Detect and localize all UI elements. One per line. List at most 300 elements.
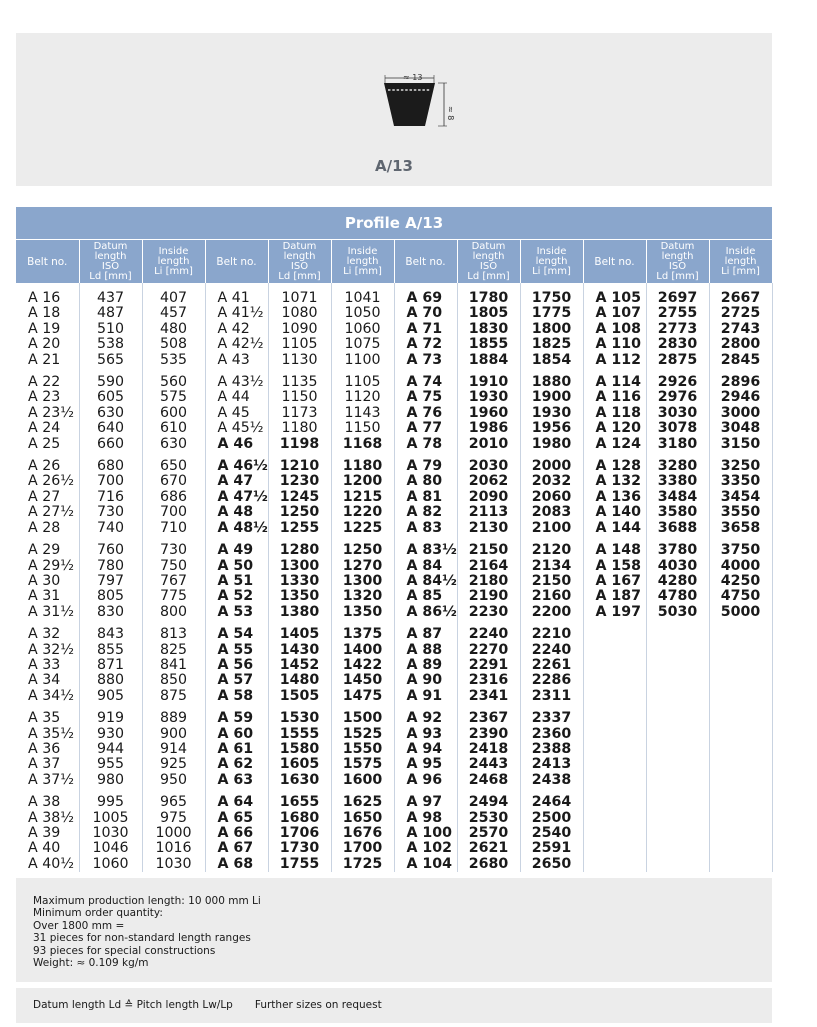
inside-length-cell: 2311 [520, 689, 583, 704]
datum-length-cell: 3580 [646, 505, 709, 520]
belt-number-cell: A 93 [394, 727, 457, 742]
datum-length-cell: 760 [79, 543, 142, 558]
inside-length-cell: 630 [142, 437, 205, 452]
width-label: ≈ 13 [403, 73, 423, 82]
datum-length-cell: 1130 [268, 353, 331, 368]
belt-number-cell: A 104 [394, 857, 457, 872]
datum-length-cell: 1230 [268, 474, 331, 489]
inside-length-cell: 2591 [520, 841, 583, 856]
inside-length-cell: 1400 [331, 643, 394, 658]
belt-number-cell: A 27 [16, 490, 79, 505]
header-inside-length: Inside length Li [mm] [520, 240, 583, 283]
table-row [16, 291, 772, 306]
inside-length-cell: 1220 [331, 505, 394, 520]
belt-number-cell: A 52 [205, 589, 268, 604]
inside-length-cell: 2845 [709, 353, 772, 368]
table-row [16, 459, 772, 474]
belt-number-cell: A 46½ [205, 459, 268, 474]
belt-number-cell [583, 689, 646, 704]
belt-number-cell: A 73 [394, 353, 457, 368]
belt-number-cell: A 31 [16, 589, 79, 604]
table-row [16, 543, 772, 558]
inside-length-cell: 1750 [520, 291, 583, 306]
datum-length-cell: 3030 [646, 406, 709, 421]
datum-length-cell: 3280 [646, 459, 709, 474]
table-row [16, 589, 772, 604]
datum-length-cell [646, 643, 709, 658]
datum-length-cell: 605 [79, 390, 142, 405]
inside-length-cell: 1550 [331, 742, 394, 757]
belt-number-cell: A 87 [394, 627, 457, 642]
further-sizes-note: Further sizes on request [254, 999, 382, 1011]
belt-number-cell: A 40 [16, 841, 79, 856]
inside-length-cell: 1930 [520, 406, 583, 421]
belt-number-cell: A 47 [205, 474, 268, 489]
profile-drawing-panel [16, 33, 772, 186]
table-row [16, 627, 772, 642]
table-row [16, 673, 772, 688]
datum-length-cell: 2570 [457, 826, 520, 841]
inside-length-cell: 2667 [709, 291, 772, 306]
belt-number-cell: A 84½ [394, 574, 457, 589]
belt-number-cell: A 91 [394, 689, 457, 704]
datum-length-cell: 2270 [457, 643, 520, 658]
table-row [16, 574, 772, 589]
datum-length-cell: 3484 [646, 490, 709, 505]
datum-length-cell: 5030 [646, 605, 709, 620]
datum-length-cell: 2180 [457, 574, 520, 589]
inside-length-cell: 950 [142, 773, 205, 788]
belt-number-cell: A 53 [205, 605, 268, 620]
datum-length-cell: 1173 [268, 406, 331, 421]
datum-length-cell: 2190 [457, 589, 520, 604]
inside-length-cell: 4250 [709, 574, 772, 589]
inside-length-cell: 1980 [520, 437, 583, 452]
header-belt-no: Belt no. [394, 240, 457, 283]
table-row [16, 605, 772, 620]
belt-number-cell: A 90 [394, 673, 457, 688]
belt-number-cell [583, 841, 646, 856]
datum-length-cell: 2230 [457, 605, 520, 620]
belt-number-cell: A 35 [16, 711, 79, 726]
table-row [16, 795, 772, 810]
datum-length-cell [646, 811, 709, 826]
datum-length-cell: 487 [79, 306, 142, 321]
datum-length-cell: 944 [79, 742, 142, 757]
belt-number-cell: A 79 [394, 459, 457, 474]
inside-length-cell: 1725 [331, 857, 394, 872]
table-row [16, 521, 772, 536]
belt-number-cell: A 38 [16, 795, 79, 810]
table-row [16, 337, 772, 352]
inside-length-cell: 2286 [520, 673, 583, 688]
inside-length-cell: 2261 [520, 658, 583, 673]
belt-number-cell: A 59 [205, 711, 268, 726]
belt-number-cell: A 26½ [16, 474, 79, 489]
belt-cross-section-drawing [372, 71, 472, 163]
table-row [16, 490, 772, 505]
belt-number-cell: A 41½ [205, 306, 268, 321]
inside-length-cell: 1854 [520, 353, 583, 368]
inside-length-cell [709, 826, 772, 841]
inside-length-cell: 1041 [331, 291, 394, 306]
datum-length-cell: 1255 [268, 521, 331, 536]
inside-length-cell: 730 [142, 543, 205, 558]
datum-length-cell: 538 [79, 337, 142, 352]
belt-number-cell: A 75 [394, 390, 457, 405]
belt-number-cell: A 81 [394, 490, 457, 505]
datum-length-cell: 1780 [457, 291, 520, 306]
belt-number-cell: A 100 [394, 826, 457, 841]
inside-length-cell: 925 [142, 757, 205, 772]
datum-length-cell: 2530 [457, 811, 520, 826]
datum-length-cell: 2621 [457, 841, 520, 856]
inside-length-cell: 800 [142, 605, 205, 620]
inside-length-cell: 1143 [331, 406, 394, 421]
table-header-row [16, 240, 772, 283]
belt-number-cell: A 35½ [16, 727, 79, 742]
inside-length-cell: 2896 [709, 375, 772, 390]
belt-number-cell: A 18 [16, 306, 79, 321]
inside-length-cell: 2540 [520, 826, 583, 841]
belt-number-cell: A 94 [394, 742, 457, 757]
belt-number-cell: A 83 [394, 521, 457, 536]
inside-length-cell: 889 [142, 711, 205, 726]
inside-length-cell: 2032 [520, 474, 583, 489]
datum-length-cell: 1555 [268, 727, 331, 742]
table-row [16, 474, 772, 489]
inside-length-cell: 1650 [331, 811, 394, 826]
belt-number-cell: A 89 [394, 658, 457, 673]
belt-number-cell: A 136 [583, 490, 646, 505]
inside-length-cell [709, 711, 772, 726]
spacer-row [16, 620, 772, 627]
belt-number-cell: A 107 [583, 306, 646, 321]
belt-number-cell [583, 826, 646, 841]
belt-number-cell: A 76 [394, 406, 457, 421]
belt-number-cell [583, 658, 646, 673]
datum-length-cell: 1090 [268, 322, 331, 337]
belt-number-cell: A 24 [16, 421, 79, 436]
belt-number-cell: A 88 [394, 643, 457, 658]
datum-length-cell [646, 711, 709, 726]
inside-length-cell: 2200 [520, 605, 583, 620]
table-row [16, 306, 772, 321]
belt-number-cell: A 19 [16, 322, 79, 337]
belt-number-cell: A 65 [205, 811, 268, 826]
belt-number-cell: A 74 [394, 375, 457, 390]
inside-length-cell: 480 [142, 322, 205, 337]
datum-length-cell: 2875 [646, 353, 709, 368]
table-row [16, 353, 772, 368]
datum-length-cell: 2443 [457, 757, 520, 772]
table-row [16, 505, 772, 520]
inside-length-cell: 1000 [142, 826, 205, 841]
table-row [16, 841, 772, 856]
table-row [16, 857, 772, 872]
inside-length-cell: 3048 [709, 421, 772, 436]
inside-length-cell: 560 [142, 375, 205, 390]
inside-length-cell: 1880 [520, 375, 583, 390]
inside-length-cell: 1575 [331, 757, 394, 772]
inside-length-cell [709, 673, 772, 688]
spacer-row [16, 704, 772, 711]
inside-length-cell: 2120 [520, 543, 583, 558]
datum-length-cell: 2062 [457, 474, 520, 489]
belt-number-cell: A 48 [205, 505, 268, 520]
inside-length-cell: 3350 [709, 474, 772, 489]
note-line: Minimum order quantity: [33, 907, 163, 920]
belt-number-cell [583, 742, 646, 757]
inside-length-cell: 2337 [520, 711, 583, 726]
inside-length-cell: 1030 [142, 857, 205, 872]
datum-length-cell: 510 [79, 322, 142, 337]
belt-number-cell: A 45 [205, 406, 268, 421]
footer-panel [16, 988, 772, 1023]
datum-length-cell: 905 [79, 689, 142, 704]
datum-length-cell: 3180 [646, 437, 709, 452]
datum-length-cell: 716 [79, 490, 142, 505]
datum-length-cell: 2976 [646, 390, 709, 405]
inside-length-cell: 457 [142, 306, 205, 321]
table-row [16, 322, 772, 337]
datum-length-cell: 1210 [268, 459, 331, 474]
belt-number-cell: A 29 [16, 543, 79, 558]
belt-number-cell: A 58 [205, 689, 268, 704]
datum-length-cell: 1910 [457, 375, 520, 390]
inside-length-cell: 2060 [520, 490, 583, 505]
header-belt-no: Belt no. [583, 240, 646, 283]
inside-length-cell: 2743 [709, 322, 772, 337]
belt-number-cell: A 26 [16, 459, 79, 474]
table-row [16, 727, 772, 742]
table-row [16, 658, 772, 673]
datum-length-cell: 1135 [268, 375, 331, 390]
datum-length-cell: 1330 [268, 574, 331, 589]
inside-length-cell: 2464 [520, 795, 583, 810]
belt-number-cell [583, 627, 646, 642]
belt-number-cell: A 30 [16, 574, 79, 589]
belt-number-cell [583, 811, 646, 826]
header-datum-length: Datum length ISO Ld [mm] [79, 240, 142, 283]
inside-length-cell: 1250 [331, 543, 394, 558]
inside-length-cell: 2800 [709, 337, 772, 352]
table-row [16, 742, 772, 757]
table-row [16, 390, 772, 405]
belt-number-cell: A 64 [205, 795, 268, 810]
belt-number-cell: A 120 [583, 421, 646, 436]
table-row [16, 826, 772, 841]
belt-number-cell: A 50 [205, 559, 268, 574]
inside-length-cell: 965 [142, 795, 205, 810]
datum-length-cell: 1580 [268, 742, 331, 757]
inside-length-cell [709, 811, 772, 826]
belt-number-cell: A 118 [583, 406, 646, 421]
datum-length-cell: 1180 [268, 421, 331, 436]
inside-length-cell: 1180 [331, 459, 394, 474]
datum-length-cell: 2468 [457, 773, 520, 788]
inside-length-cell: 3750 [709, 543, 772, 558]
datum-length-cell: 2830 [646, 337, 709, 352]
belt-number-cell: A 16 [16, 291, 79, 306]
belt-number-cell: A 144 [583, 521, 646, 536]
inside-length-cell: 1350 [331, 605, 394, 620]
belt-number-cell: A 41 [205, 291, 268, 306]
belt-number-cell: A 39 [16, 826, 79, 841]
belt-number-cell: A 60 [205, 727, 268, 742]
datum-length-cell [646, 673, 709, 688]
datum-length-cell: 1350 [268, 589, 331, 604]
inside-length-cell: 1016 [142, 841, 205, 856]
datum-length-cell [646, 841, 709, 856]
datum-length-cell: 1706 [268, 826, 331, 841]
belt-number-cell: A 29½ [16, 559, 79, 574]
belt-number-cell: A 105 [583, 291, 646, 306]
table-row [16, 375, 772, 390]
datum-length-cell: 630 [79, 406, 142, 421]
belt-number-cell: A 23½ [16, 406, 79, 421]
inside-length-cell: 914 [142, 742, 205, 757]
inside-length-cell [709, 627, 772, 642]
inside-length-cell: 3454 [709, 490, 772, 505]
inside-length-cell: 575 [142, 390, 205, 405]
inside-length-cell [709, 841, 772, 856]
inside-length-cell: 2413 [520, 757, 583, 772]
table-row [16, 406, 772, 421]
inside-length-cell: 4750 [709, 589, 772, 604]
datum-length-cell: 730 [79, 505, 142, 520]
belt-number-cell [583, 757, 646, 772]
datum-length-cell: 805 [79, 589, 142, 604]
inside-length-cell: 2083 [520, 505, 583, 520]
datum-length-cell: 1080 [268, 306, 331, 321]
datum-length-cell: 3380 [646, 474, 709, 489]
belt-number-cell [583, 643, 646, 658]
inside-length-cell: 1105 [331, 375, 394, 390]
belt-number-cell: A 63 [205, 773, 268, 788]
belt-number-cell: A 85 [394, 589, 457, 604]
inside-length-cell: 1150 [331, 421, 394, 436]
belt-number-cell: A 97 [394, 795, 457, 810]
datum-length-cell [646, 857, 709, 872]
belt-number-cell: A 40½ [16, 857, 79, 872]
datum-length-cell: 843 [79, 627, 142, 642]
belt-number-cell [583, 773, 646, 788]
belt-number-cell: A 42 [205, 322, 268, 337]
datum-length-cell: 980 [79, 773, 142, 788]
inside-length-cell: 700 [142, 505, 205, 520]
belt-number-cell: A 48½ [205, 521, 268, 536]
header-belt-no: Belt no. [16, 240, 79, 283]
datum-length-cell [646, 795, 709, 810]
datum-length-cell: 1505 [268, 689, 331, 704]
datum-length-cell [646, 627, 709, 642]
datum-length-cell: 437 [79, 291, 142, 306]
datum-length-cell: 797 [79, 574, 142, 589]
belt-number-cell: A 33 [16, 658, 79, 673]
inside-length-cell: 2438 [520, 773, 583, 788]
belt-number-cell: A 57 [205, 673, 268, 688]
inside-length-cell: 2650 [520, 857, 583, 872]
belt-number-cell: A 47½ [205, 490, 268, 505]
datum-length-cell [646, 689, 709, 704]
table-row [16, 811, 772, 826]
datum-length-cell: 1830 [457, 322, 520, 337]
inside-length-cell: 5000 [709, 605, 772, 620]
datum-length-cell: 2113 [457, 505, 520, 520]
inside-length-cell: 650 [142, 459, 205, 474]
datum-pitch-note: Datum length Ld ≙ Pitch length Lw/Lp [33, 999, 233, 1011]
inside-length-cell: 508 [142, 337, 205, 352]
belt-number-cell: A 56 [205, 658, 268, 673]
belt-number-cell: A 44 [205, 390, 268, 405]
datum-length-cell: 2755 [646, 306, 709, 321]
datum-length-cell: 660 [79, 437, 142, 452]
datum-length-cell: 1105 [268, 337, 331, 352]
inside-length-cell: 1320 [331, 589, 394, 604]
note-line: Weight: ≈ 0.109 kg/m [33, 957, 149, 970]
belt-number-cell: A 22 [16, 375, 79, 390]
belt-number-cell: A 132 [583, 474, 646, 489]
datum-length-cell: 4030 [646, 559, 709, 574]
belt-number-cell: A 67 [205, 841, 268, 856]
datum-length-cell: 1480 [268, 673, 331, 688]
datum-length-cell: 1380 [268, 605, 331, 620]
datum-length-cell [646, 826, 709, 841]
datum-length-cell: 1605 [268, 757, 331, 772]
profile-title: Profile A/13 [16, 207, 772, 239]
belt-number-cell: A 42½ [205, 337, 268, 352]
belt-number-cell: A 28 [16, 521, 79, 536]
datum-length-cell: 2291 [457, 658, 520, 673]
datum-length-cell: 1805 [457, 306, 520, 321]
datum-length-cell: 680 [79, 459, 142, 474]
datum-length-cell: 1245 [268, 490, 331, 505]
datum-length-cell: 2697 [646, 291, 709, 306]
datum-length-cell: 1884 [457, 353, 520, 368]
belt-number-cell: A 70 [394, 306, 457, 321]
inside-length-cell: 2100 [520, 521, 583, 536]
belt-number-cell: A 45½ [205, 421, 268, 436]
datum-length-cell: 2390 [457, 727, 520, 742]
belt-number-cell: A 72 [394, 337, 457, 352]
datum-length-cell: 1655 [268, 795, 331, 810]
belt-number-cell: A 95 [394, 757, 457, 772]
inside-length-cell [709, 643, 772, 658]
inside-length-cell: 2946 [709, 390, 772, 405]
datum-length-cell [646, 773, 709, 788]
inside-length-cell: 1168 [331, 437, 394, 452]
spacer-row [16, 788, 772, 795]
datum-length-cell: 1986 [457, 421, 520, 436]
datum-length-cell: 1680 [268, 811, 331, 826]
inside-length-cell [709, 795, 772, 810]
belt-number-cell: A 102 [394, 841, 457, 856]
datum-length-cell: 1030 [79, 826, 142, 841]
datum-length-cell: 3688 [646, 521, 709, 536]
inside-length-cell: 407 [142, 291, 205, 306]
belt-number-cell: A 92 [394, 711, 457, 726]
inside-length-cell: 775 [142, 589, 205, 604]
datum-length-cell: 1960 [457, 406, 520, 421]
inside-length-cell: 1375 [331, 627, 394, 642]
inside-length-cell: 1600 [331, 773, 394, 788]
inside-length-cell: 1300 [331, 574, 394, 589]
inside-length-cell: 1422 [331, 658, 394, 673]
inside-length-cell: 600 [142, 406, 205, 421]
datum-length-cell: 930 [79, 727, 142, 742]
belt-number-cell: A 197 [583, 605, 646, 620]
